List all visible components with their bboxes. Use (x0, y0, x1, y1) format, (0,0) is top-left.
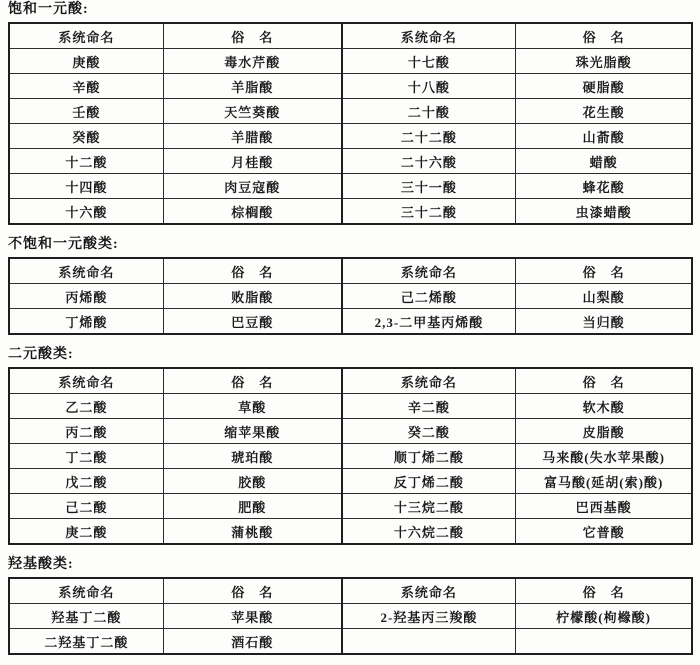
section-label: 二元酸类: (8, 347, 74, 362)
table-cell: 癸酸 (9, 124, 163, 149)
table-cell: 辛酸 (9, 74, 163, 99)
table-cell: 壬酸 (9, 99, 163, 124)
table-cell: 反丁烯二酸 (342, 469, 516, 494)
table-body (9, 284, 692, 335)
table-cell: 庚二酸 (9, 519, 163, 545)
section-label: 饱和一元酸: (8, 2, 89, 17)
table-cell: 富马酸(延胡(索)酸) (516, 469, 692, 494)
table-row (9, 174, 692, 199)
table-cell: 草酸 (163, 394, 341, 419)
table-cell: 2-羟基丙三羧酸 (342, 604, 516, 629)
table-cell: 巴豆酸 (163, 309, 341, 335)
table-row (9, 309, 692, 335)
table-cell: 马来酸(失水苹果酸) (516, 444, 692, 469)
table-cell: 肉豆寇酸 (163, 174, 341, 199)
table-row (9, 419, 692, 444)
table-cell: 天竺葵酸 (163, 99, 341, 124)
table-body (9, 604, 692, 655)
section-saturated-monoacids (8, 2, 693, 225)
acid-table-unsaturated (8, 257, 693, 335)
section-label: 不饱和一元酸类: (8, 237, 119, 252)
table-row (9, 629, 692, 655)
table-cell: 缩苹果酸 (163, 419, 341, 444)
acid-table-diacids (8, 367, 693, 545)
table-cell: 硬脂酸 (516, 74, 692, 99)
column-header-systematic-name: 系统命名 (342, 23, 516, 49)
table-header (9, 578, 692, 604)
table-cell: 丙烯酸 (9, 284, 163, 309)
table-cell: 败脂酸 (163, 284, 341, 309)
table-cell: 十四酸 (9, 174, 163, 199)
table-cell: 山梨酸 (516, 284, 692, 309)
column-header-common-name: 俗 名 (516, 368, 692, 394)
section-label: 羟基酸类: (8, 557, 74, 572)
table-cell: 羊脂酸 (163, 74, 341, 99)
header-row (9, 258, 692, 284)
table-cell: 羊腊酸 (163, 124, 341, 149)
column-header-systematic-name: 系统命名 (9, 258, 163, 284)
column-header-common-name: 俗 名 (516, 258, 692, 284)
table-cell: 苹果酸 (163, 604, 341, 629)
table-row (9, 49, 692, 74)
table-cell: 十六酸 (9, 199, 163, 225)
table-cell: 当归酸 (516, 309, 692, 335)
column-header-common-name: 俗 名 (163, 368, 341, 394)
table-cell: 二羟基丁二酸 (9, 629, 163, 655)
table-cell: 丙二酸 (9, 419, 163, 444)
section-hydroxy-acids (8, 557, 693, 655)
table-cell: 珠光脂酸 (516, 49, 692, 74)
table-cell: 丁二酸 (9, 444, 163, 469)
table-cell: 花生酸 (516, 99, 692, 124)
table-header (9, 23, 692, 49)
table-cell: 棕榈酸 (163, 199, 341, 225)
table-cell: 虫漆蜡酸 (516, 199, 692, 225)
column-header-common-name: 俗 名 (163, 23, 341, 49)
header-row (9, 368, 692, 394)
header-row (9, 23, 692, 49)
header-row (9, 578, 692, 604)
column-header-common-name: 俗 名 (516, 23, 692, 49)
column-header-systematic-name: 系统命名 (9, 23, 163, 49)
table-cell: 月桂酸 (163, 149, 341, 174)
table-cell: 琥珀酸 (163, 444, 341, 469)
column-header-common-name: 俗 名 (163, 258, 341, 284)
table-cell: 山萮酸 (516, 124, 692, 149)
table-cell: 蜂花酸 (516, 174, 692, 199)
table-row (9, 99, 692, 124)
table-row (9, 284, 692, 309)
table-cell (516, 629, 692, 655)
column-header-common-name: 俗 名 (163, 578, 341, 604)
column-header-systematic-name: 系统命名 (342, 258, 516, 284)
table-cell: 蜡酸 (516, 149, 692, 174)
table-cell: 2,3-二甲基丙烯酸 (342, 309, 516, 335)
table-cell: 软木酸 (516, 394, 692, 419)
table-row (9, 519, 692, 545)
table-row (9, 469, 692, 494)
table-cell: 十三烷二酸 (342, 494, 516, 519)
table-cell: 丁烯酸 (9, 309, 163, 335)
table-row (9, 444, 692, 469)
table-cell: 二十二酸 (342, 124, 516, 149)
table-cell: 庚酸 (9, 49, 163, 74)
table-cell: 毒水芹酸 (163, 49, 341, 74)
table-cell: 癸二酸 (342, 419, 516, 444)
table-cell: 己二酸 (9, 494, 163, 519)
table-cell: 十八酸 (342, 74, 516, 99)
table-row (9, 74, 692, 99)
table-cell: 羟基丁二酸 (9, 604, 163, 629)
table-cell: 皮脂酸 (516, 419, 692, 444)
column-header-systematic-name: 系统命名 (9, 368, 163, 394)
table-cell: 二十六酸 (342, 149, 516, 174)
table-cell: 胶酸 (163, 469, 341, 494)
section-diacids (8, 347, 693, 545)
table-cell: 三十二酸 (342, 199, 516, 225)
table-row (9, 124, 692, 149)
table-cell: 顺丁烯二酸 (342, 444, 516, 469)
table-body (9, 49, 692, 225)
column-header-common-name: 俗 名 (516, 578, 692, 604)
table-cell: 柠檬酸(枸橼酸) (516, 604, 692, 629)
table-cell: 十六烷二酸 (342, 519, 516, 545)
table-cell: 蒲桃酸 (163, 519, 341, 545)
column-header-systematic-name: 系统命名 (9, 578, 163, 604)
table-cell (342, 629, 516, 655)
table-cell: 巴西基酸 (516, 494, 692, 519)
column-header-systematic-name: 系统命名 (342, 368, 516, 394)
table-row (9, 604, 692, 629)
table-header (9, 368, 692, 394)
table-cell: 酒石酸 (163, 629, 341, 655)
table-row (9, 494, 692, 519)
column-header-systematic-name: 系统命名 (342, 578, 516, 604)
acid-table-saturated (8, 22, 693, 225)
table-row (9, 394, 692, 419)
section-unsaturated-monoacids (8, 237, 693, 335)
acid-table-hydroxy (8, 577, 693, 655)
table-cell: 三十一酸 (342, 174, 516, 199)
table-cell: 十七酸 (342, 49, 516, 74)
table-cell: 它普酸 (516, 519, 692, 545)
table-cell: 辛二酸 (342, 394, 516, 419)
table-header (9, 258, 692, 284)
table-row (9, 149, 692, 174)
table-row (9, 199, 692, 225)
table-cell: 乙二酸 (9, 394, 163, 419)
table-cell: 十二酸 (9, 149, 163, 174)
table-cell: 戊二酸 (9, 469, 163, 494)
table-body (9, 394, 692, 545)
table-cell: 肥酸 (163, 494, 341, 519)
table-cell: 二十酸 (342, 99, 516, 124)
table-cell: 己二烯酸 (342, 284, 516, 309)
